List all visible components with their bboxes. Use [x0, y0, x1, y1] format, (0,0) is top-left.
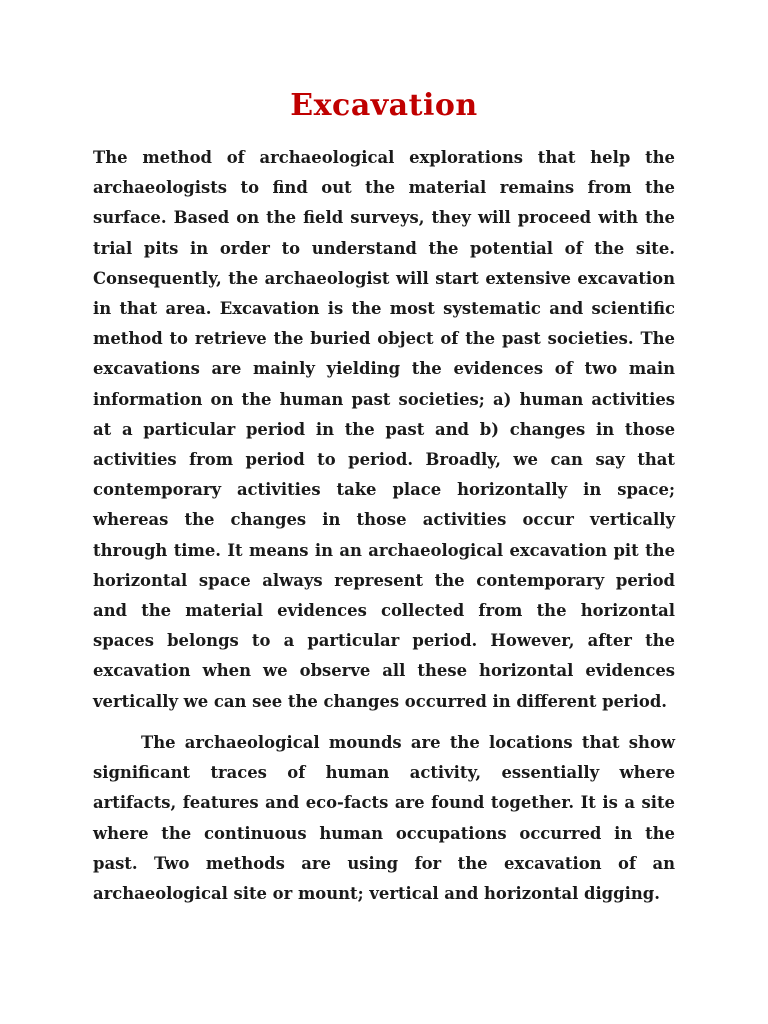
- paragraph-archaeological-mounds: The archaeological mounds are the locations that show significant traces of human activity, essentially where artifacts, features and eco-facts are found together. It is a site where the continuous human occupations occurred in the past. Two methods are using for the excavation of an archaeological site or mount; vertical and horizontal digging.: [93, 733, 675, 904]
- paragraph-excavation-method: The method of archaeological explorations that help the archaeologists to find out the material remains from the surface. Based on the field surveys, they will proceed with the trial pits in order to understand the potential of the site. Consequently, the archaeologist will start extensive excavation in that area. Excavation is the most systematic and scientific method to retrieve the buried object of the past societies. The excavations are mainly yielding the evidences of two main information on the human past societies; a) human activities at a particular period in the past and b) changes in those activities from period to period. Broadly, we can say that contemporary activities take place horizontally in space; whereas the changes in those activities occur vertically through time. It means in an archaeological excavation pit the horizontal space always represent the contemporary period and the material evidences collected from the horizontal spaces belongs to a particular period. However, after the excavation when we observe all these horizontal evidences vertically we can see the changes occurred in different period.: [93, 148, 675, 711]
- page-title: Excavation: [290, 88, 478, 123]
